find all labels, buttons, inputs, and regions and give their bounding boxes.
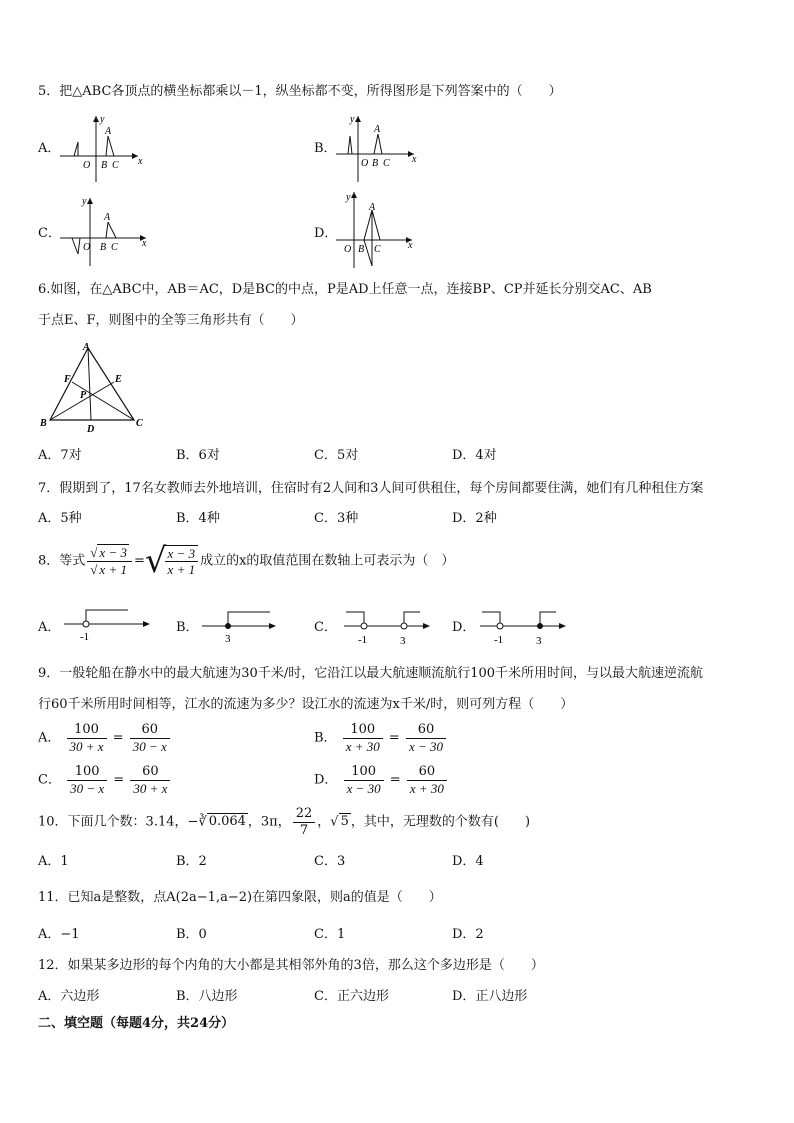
tick-label: 3 (536, 635, 542, 647)
fraction: $\frac{100}{x - 30}$ (344, 764, 384, 796)
vertex-b-label: B (40, 418, 47, 429)
q11-stem: 11．已知a是整数，点A(2a−1,a−2)在第四象限，则a的值是（ ） (38, 890, 442, 905)
q6-line2: 于点E、F，则图中的全等三角形共有（ ） (38, 313, 304, 328)
origin-label: O (361, 158, 369, 169)
point-b-label: B (358, 244, 365, 255)
point-c-label: C (112, 160, 119, 171)
q8-fraction-right (165, 545, 199, 578)
tick-label: -1 (80, 631, 90, 643)
axis-x-label: x (408, 240, 413, 251)
q5-option-b-label: B． (314, 141, 337, 156)
q11-option-a: A．−1 (38, 927, 80, 942)
fraction: $\frac{100}{30 + x}$ (67, 722, 107, 754)
q9-option-b: B． $\frac{100}{x + 30}$ = $\frac{60}{x - 30}$ (314, 722, 448, 754)
option-label: D． (314, 772, 338, 788)
q10-stem (38, 806, 530, 838)
tick-label: 3 (225, 633, 231, 645)
q10-fraction: $\frac{22}{7}$ (293, 806, 316, 838)
q6-option-c: C．5对 (314, 448, 359, 463)
q8-numberline-d (478, 604, 570, 648)
q8-numberline-c (342, 604, 434, 648)
q9-option-d: D． $\frac{100}{x - 30}$ = $\frac{60}{x + 30}$ (314, 764, 449, 796)
q6-triangle-figure (38, 340, 148, 436)
point-a-label: A (105, 126, 112, 137)
q8-suffix: 成立的x的取值范围在数轴上可表示为（ ） (200, 553, 455, 569)
q6-option-d: D．4对 (452, 448, 497, 463)
point-b-label: B (101, 160, 108, 171)
q5-option-d-label: D． (314, 226, 338, 241)
q10-option-a: A．1 (38, 854, 69, 869)
q5-graph-b (334, 112, 420, 184)
q11-option-c: C．1 (314, 927, 346, 942)
point-b-label: B (372, 158, 379, 169)
point-p-label: P (80, 390, 87, 401)
fraction: $\frac{100}{30 - x}$ (67, 764, 107, 796)
point-e-label: E (115, 374, 122, 385)
q10-prefix: 10．下面几个数：3.14， (38, 814, 188, 830)
q8-num1: x − 3 (99, 545, 127, 561)
fraction: $\frac{60}{x + 30}$ (407, 764, 447, 796)
q10-radicand: 0.064 (208, 814, 246, 830)
q8-numberline-b (200, 604, 280, 646)
q8-equals: = (133, 553, 145, 569)
axis-y-label: y (100, 114, 105, 125)
q5-option-a-label: A． (38, 141, 61, 156)
sqrt-sign: √ (330, 814, 339, 830)
origin-label: O (83, 160, 91, 171)
vertex-a-label: A (83, 342, 90, 353)
q10-option-c: C．3 (314, 854, 346, 869)
q8-option-a-label: A． (38, 620, 61, 635)
q10-option-b: B．2 (176, 854, 207, 869)
q10-sqrt-radicand: 5 (340, 814, 349, 830)
q9-line1: 9．一般轮船在静水中的最大航速为30千米/时，它沿江以最大航速顺流航行100千米所用时间，与以最大航速逆流航 (38, 666, 704, 681)
q8-den1: x + 1 (99, 561, 127, 577)
point-d-label: D (87, 424, 95, 435)
point-c-label: C (111, 242, 118, 253)
q9-line2: 行60千米所用时间相等，江水的流速为多少？设江水的流速为x千米/时，则可列方程（ ） (38, 697, 574, 712)
origin-label: O (344, 244, 352, 255)
fraction: $\frac{60}{30 - x}$ (130, 722, 170, 754)
q9-option-c: C． $\frac{100}{30 - x}$ = $\frac{60}{30 + x}$ (38, 764, 172, 796)
q5-graph-d (334, 188, 418, 270)
vertex-c-label: C (136, 418, 143, 429)
q10-option-d: D．4 (452, 854, 484, 869)
q10-mid: ，3π， (247, 814, 291, 830)
q5-option-c-label: C． (38, 226, 61, 241)
q7-option-c: C．3种 (314, 511, 359, 526)
q6-option-a: A．7对 (38, 448, 82, 463)
point-a-label: A (374, 124, 381, 135)
q7-option-a: A．5种 (38, 511, 82, 526)
q8-option-d-label: D． (452, 620, 476, 635)
q8-den2: x + 1 (167, 562, 196, 578)
q12-option-d: D．正八边形 (452, 989, 528, 1004)
q7-option-b: B．4种 (176, 511, 220, 526)
point-a-label: A (104, 212, 111, 223)
point-c-label: C (374, 244, 381, 255)
q5-stem: 5．把△ABC各顶点的横坐标都乘以－1，纵坐标都不变，所得图形是下列答案中的（ ） (38, 84, 562, 99)
axis-x-label: x (138, 156, 143, 167)
axis-y-label: y (82, 196, 87, 207)
q11-option-d: D．2 (452, 927, 484, 942)
q7-option-d: D．2种 (452, 511, 497, 526)
q11-option-b: B．0 (176, 927, 207, 942)
option-label: C． (38, 772, 61, 788)
cube-root-sign: −∛ (187, 814, 207, 830)
point-f-label: F (64, 374, 71, 385)
axis-x-label: x (412, 154, 417, 165)
fraction: $\frac{100}{x + 30}$ (343, 722, 383, 754)
q12-stem: 12．如果某多边形的每个内角的大小都是其相邻外角的3倍，那么这个多边形是（ ） (38, 958, 544, 973)
q8-prefix: 8．等式 (38, 553, 86, 569)
origin-label: O (83, 242, 91, 253)
section-2-title: 二、填空题（每题4分，共24分） (38, 1016, 235, 1031)
q12-option-c: C．正六边形 (314, 989, 389, 1004)
q8-num2: x − 3 (165, 546, 199, 563)
fraction: $\frac{60}{30 + x}$ (130, 764, 170, 796)
q8-stem (38, 541, 454, 582)
fraction: $\frac{60}{x - 30}$ (406, 722, 446, 754)
q8-option-b-label: B． (176, 620, 199, 635)
sqrt-sign: √ (144, 541, 167, 581)
q8-fraction-left: $\frac{√ x - 3}{√ x + 1}$ (87, 545, 132, 577)
q8-numberline-a (62, 604, 154, 644)
q5-graph-a (58, 112, 144, 184)
q10-suffix: ，其中，无理数的个数有( ) (350, 814, 531, 830)
q12-option-b: B．八边形 (176, 989, 238, 1004)
point-a-label: A (369, 202, 376, 213)
axis-y-label: y (350, 114, 355, 125)
option-label: B． (314, 730, 337, 746)
q10-comma: ， (317, 814, 331, 830)
q8-option-c-label: C． (314, 620, 337, 635)
q5-graph-c (58, 194, 152, 268)
point-c-label: C (383, 158, 390, 169)
tick-label: -1 (358, 634, 368, 646)
option-label: A． (38, 730, 61, 746)
axis-x-label: x (142, 238, 147, 249)
axis-y-label: y (346, 192, 351, 203)
q7-stem: 7．假期到了，17名女教师去外地培训，住宿时有2人间和3人间可供租住，每个房间都要住满，她们有几种租住方案 (38, 481, 704, 496)
q9-option-a: A． $\frac{100}{30 + x}$ = $\frac{60}{30 - x}$ (38, 722, 172, 754)
q6-option-b: B．6对 (176, 448, 220, 463)
q12-option-a: A．六边形 (38, 989, 100, 1004)
q6-line1: 6.如图，在△ABC中，AB＝AC，D是BC的中点，P是AD上任意一点，连接BP、CP并延长分别交AC、AB (38, 282, 652, 297)
tick-label: 3 (400, 635, 406, 647)
tick-label: -1 (494, 634, 504, 646)
point-b-label: B (100, 242, 107, 253)
